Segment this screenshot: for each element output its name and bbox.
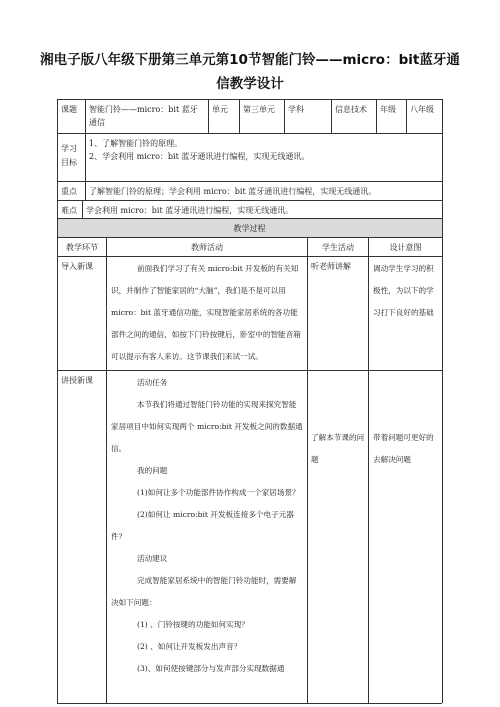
intro-student-activity: 听老师讲解: [311, 262, 351, 271]
unit-label: 单元: [212, 105, 228, 114]
intro-stage: 导入新课: [61, 262, 93, 271]
difficulty-text: 学会利用 micro：bit 蓝牙通讯进行编程，实现无线通讯。: [86, 206, 294, 215]
goal-item: 1、了解智能门铃的原理。: [89, 139, 183, 148]
intro-design-intent: 调动学生学习的积极性，为以下的学习打下良好的基础: [373, 264, 434, 317]
course-label: 课题: [61, 105, 77, 114]
lecture-line: (1) 、门铃按键的功能如何实现？: [137, 620, 249, 629]
lecture-line: 活动任务: [137, 378, 168, 387]
lecture-line: (3)、如何使按键部分与发声部分实现数据通: [137, 664, 285, 673]
key-point-text: 了解智能门铃的原理；学会利用 micro：bit 蓝牙通讯进行编程，实现无线通讯。: [89, 187, 377, 196]
grade-value: 八年级: [410, 105, 434, 114]
lecture-design-intent: 带着问题可更好的去解决问题: [373, 433, 434, 464]
subject-label: 学科: [288, 105, 304, 114]
goals-list: [86, 134, 442, 181]
lecture-line: (2)如何让 micro:bit 开发板连接多个电子元器件？: [111, 510, 294, 541]
lecture-line: 活动建议: [137, 554, 168, 563]
key-point-label: 重点: [61, 187, 77, 196]
document-title: 湘电子版八年级下册第三单元第10节智能门铃——micro：bit蓝牙通信教学设计: [40, 52, 460, 92]
lecture-line: 完成智能家居系统中的智能门铃功能时，需要解决如下问题：: [111, 576, 297, 607]
unit-value: 第三单元: [243, 105, 275, 114]
lecture-stage: 讲授新课: [61, 376, 93, 385]
goals-label: 学习目标: [61, 144, 77, 167]
difficulty-label: 难点: [61, 206, 77, 215]
lecture-line: 本节我们将通过智能门铃功能的实现来探究智能家居项目中如何实现两个 micro:bit 开发板之间的数据通信。: [111, 400, 303, 453]
col-header-teacher: 教师活动: [191, 243, 223, 252]
grade-label: 年级: [380, 105, 396, 114]
process-heading: 教学过程: [233, 224, 266, 233]
rule-bottom: [57, 703, 442, 704]
col-header-student: 学生活动: [322, 243, 354, 252]
course-value: 智能门铃——micro：bit 蓝牙通信: [89, 105, 198, 127]
lecture-line: (1)如何让多个功能部件协作构成一个家居场景？: [137, 488, 300, 497]
intro-teacher-activity: 前面我们学习了有关 micro:bit 开发板的有关知识，并制作了智能家居的“大脑”，我们是不是可以用 micro：bit 蓝牙通信功能，实现智能家居系统的各功能部件之间的通信，如按下门铃按键后，卧室中的智能音箱可以提示有客人来访。这节课我们来试一试。: [111, 264, 301, 361]
lecture-teacher-activity: [107, 371, 307, 703]
border-right: [442, 99, 443, 703]
col-header-stage: 教学环节: [66, 243, 98, 252]
lecture-student-activity: 了解本节课的问题: [311, 433, 365, 464]
col-header-intent: 设计意图: [389, 243, 422, 252]
goal-item: 2、学会利用 micro：bit 蓝牙通讯进行编程，实现无线通讯。: [89, 152, 310, 161]
subject-value: 信息技术: [335, 105, 367, 114]
lecture-line: 我的问题: [137, 466, 168, 475]
lecture-line: (2) 、如何让开发板发出声音？: [137, 642, 242, 651]
